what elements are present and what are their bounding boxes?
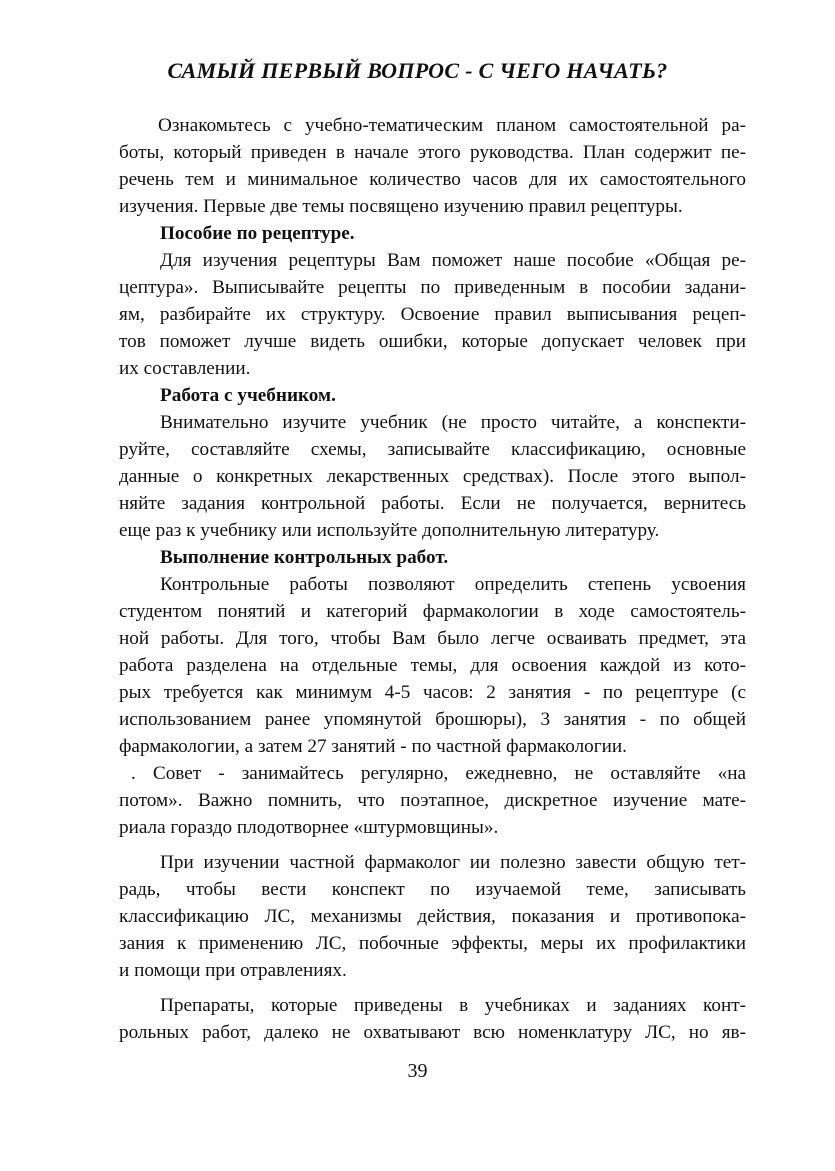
text-line: Препараты, которые приведены в учебниках и заданиях конт- [160, 995, 746, 1016]
text-line: изучения. Первые две темы посвящено изучению правил рецептуры. [119, 196, 683, 217]
section-heading-textbook: Работа с учебником. [160, 385, 336, 406]
text-line: ной работы. Для того, чтобы Вам было легче осваивать предмет, эта [119, 628, 746, 649]
text-line: Внимательно изучите учебник (не просто читайте, а конспекти- [160, 412, 746, 433]
text-line: еще раз к учебнику или используйте дополнительную литературу. [119, 520, 660, 541]
text-line: цептура». Выписывайте рецепты по приведенным в пособии задани- [119, 277, 746, 298]
document-body [119, 112, 746, 1046]
text-line: Ознакомьтесь с учебно-тематическим планом самостоятельной ра- [158, 115, 746, 136]
text-line: рых требуется как минимум 4-5 часов: 2 занятия - по рецептуре (с [119, 682, 746, 703]
text-line: рольных работ, далеко не охватывают всю номенклатуру ЛС, но яв- [119, 1022, 746, 1043]
text-line: ям, разбирайте их структуру. Освоение правил выписывания рецеп- [119, 304, 746, 325]
text-line: Для изучения рецептуры Вам поможет наше пособие «Общая ре- [160, 250, 746, 271]
text-line: классификацию ЛС, механизмы действия, показания и противопока- [119, 906, 746, 927]
text-line: . Совет - занимайтесь регулярно, ежедневно, не оставляйте «на [131, 763, 746, 784]
section-heading-control-works: Выполнение контрольных работ. [160, 547, 449, 568]
page-title: САМЫЙ ПЕРВЫЙ ВОПРОС - С ЧЕГО НАЧАТЬ? [167, 58, 668, 83]
text-line: и помощи при отравлениях. [119, 960, 347, 981]
paragraph-notebook [119, 849, 746, 984]
text-line: руйте, составляйте схемы, записывайте классификацию, основные [119, 439, 746, 460]
text-line: няйте задания контрольной работы. Если не получается, вернитесь [119, 493, 746, 514]
text-line: работа разделена на отдельные темы, для освоения каждой из кото- [119, 655, 746, 676]
paragraph-intro [119, 112, 746, 220]
paragraph-gap [119, 841, 746, 849]
text-line: их составлении. [119, 358, 251, 379]
paragraph-gap [119, 984, 746, 992]
text-line: потом». Важно помнить, что поэтапное, дискретное изучение мате- [119, 790, 746, 811]
paragraph-prescription [119, 247, 746, 382]
section-heading-prescription-manual: Пособие по рецептуре. [160, 223, 355, 244]
text-line: использованием ранее упомянутой брошюры), 3 занятия - по общей [119, 709, 746, 730]
text-line: данные о конкретных лекарственных средствах). После этого выпол- [119, 466, 746, 487]
text-line: боты, который приведен в начале этого руководства. План содержит пе- [119, 142, 746, 163]
text-line: фармакологии, а затем 27 занятий - по частной фармакологии. [119, 736, 627, 757]
text-line: зания к применению ЛС, побочные эффекты, меры их профилактики [119, 933, 746, 954]
paragraph-drugs [119, 992, 746, 1046]
text-line: радь, чтобы вести конспект по изучаемой теме, записывать [119, 879, 746, 900]
text-line: тов поможет лучше видеть ошибки, которые допускает человек при [119, 331, 746, 352]
paragraph-advice [119, 760, 746, 841]
text-line: речень тем и минимальное количество часов для их самостоятельного [119, 169, 746, 190]
paragraph-control-works [119, 571, 746, 760]
page-number: 39 [407, 1060, 428, 1082]
text-line: При изучении частной фармаколог ии полезно завести общую тет- [160, 852, 746, 873]
text-line: студентом понятий и категорий фармакологии в ходе самостоятель- [119, 601, 746, 622]
text-line: риала гораздо плодотворнее «штурмовщины». [119, 817, 499, 838]
text-line: Контрольные работы позволяют определить степень усвоения [160, 574, 746, 595]
paragraph-textbook [119, 409, 746, 544]
